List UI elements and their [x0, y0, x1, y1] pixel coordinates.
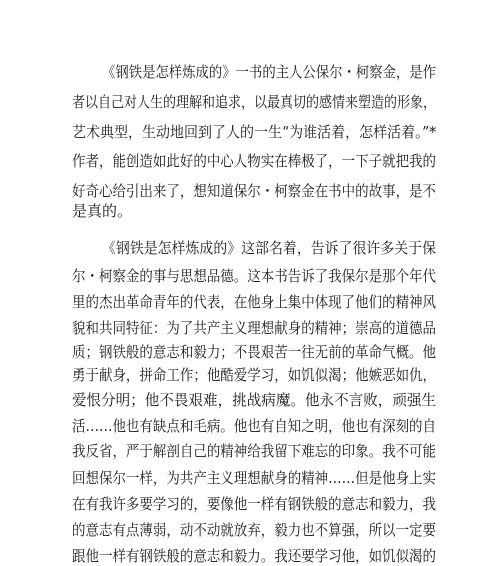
paragraph-line: 者以自己对人生的理解和追求，以最真切的感情来塑造的形象，: [72, 93, 437, 111]
paragraph-line: 质；钢铁般的意志和毅力；不畏艰苦一往无前的革命气概。他: [72, 343, 437, 361]
paragraph-line: 是真的。: [72, 202, 133, 220]
paragraph-line: 回想保尔一样，为共产主义理想献身的精神……但是他身上实: [72, 469, 437, 487]
paragraph-line: 好奇心给引出来了，想知道保尔・柯察金在书中的故事，是不: [72, 182, 437, 200]
paragraph-line: 作者，能创造如此好的中心人物实在棒极了，一下子就把我的: [72, 152, 437, 170]
paragraph-line: 里的杰出革命青年的代表，在他身上集中体现了他们的精神风: [72, 293, 437, 311]
paragraph-line: 我反省，严于解剖自己的精神给我留下难忘的印象。我不可能: [72, 442, 437, 460]
paragraph-line: 《钢铁是怎样炼成的》一书的主人公保尔・柯察金，是作: [102, 63, 437, 81]
paragraph-line: 艺术典型，生动地回到了人的一生“为谁活着，怎样活着。”*: [72, 123, 437, 141]
paragraph-line: 在有我许多要学习的，要像他一样有钢铁般的意志和毅力，我: [72, 495, 437, 513]
paragraph-line: 勇于献身，拼命工作；他酷爱学习，如饥似渴；他嫉恶如仇，: [72, 366, 437, 384]
paragraph-line: 尔・柯察金的事与思想品德。这本书告诉了我保尔是那个年代: [72, 267, 437, 285]
paragraph-line: 貌和共同特征：为了共产主义理想献身的精神；崇高的道德品: [72, 319, 437, 337]
paragraph-line: 爱恨分明；他不畏艰难，挑战病魔。他永不言败，顽强生: [72, 391, 437, 409]
paragraph-line: 的意志有点薄弱，动不动就放弃，毅力也不算强，所以一定要: [72, 521, 437, 539]
paragraph-line: 活……他也有缺点和毛病。他也有自知之明，他也有深刻的自: [72, 417, 437, 435]
paragraph-line: 跟他一样有钢铁般的意志和毅力。我还要学习他，如饥似渴的: [72, 547, 437, 565]
paragraph-line: 《钢铁是怎样炼成的》这部名着，告诉了很许多关于保: [102, 239, 437, 257]
